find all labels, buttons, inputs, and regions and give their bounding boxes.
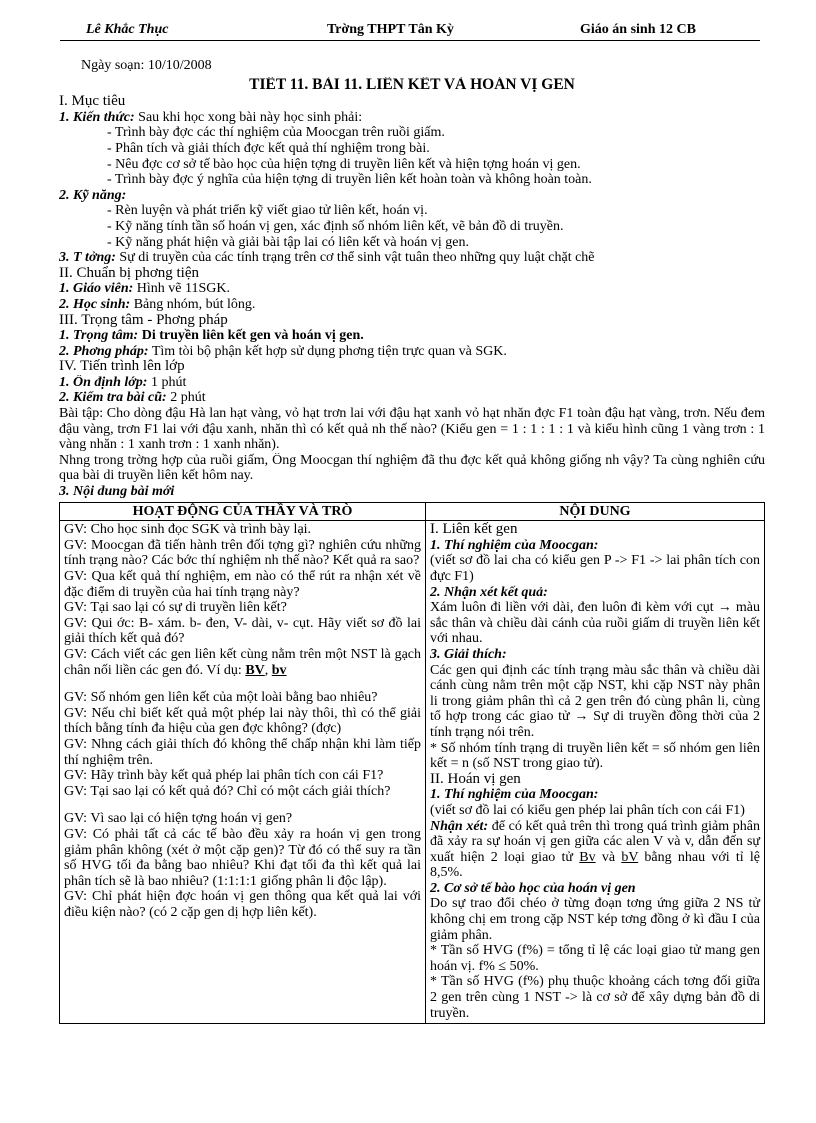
content-text: (viết sơ đồ lai cha có kiểu gen P -> F1 -> lai phân tích con đực F1) xyxy=(430,553,760,584)
arrow-symbol: → xyxy=(574,709,589,725)
teacher-activity: GV: Qua kết quả thí nghiệm, em nào có thể rút ra nhận xét về đặc điểm di truyền của hai tính trạng này? xyxy=(64,569,421,600)
content-fragment: Xám luôn đi liền với dài, đen luôn đi kèm với cụt xyxy=(430,600,718,616)
focus-label: 1. Trọng tâm: xyxy=(59,328,139,344)
content-fragment: và xyxy=(595,849,622,865)
column-header-activities: HOẠT ĐỘNG CỦA THẦY VÀ TRÒ xyxy=(60,502,426,521)
teacher-activity: GV: Moocgan đã tiến hành trên đối tợng gì? nghiên cứu những tính trạng nào? Các bớc thí nghiệm nh thế nào? Kết quả ra sao? xyxy=(64,537,421,569)
teacher-activity: GV: Vì sao lại có hiện tợng hoán vị gen? xyxy=(64,811,293,827)
content-text: * Số nhóm tính trạng di truyền liên kết = số nhóm gen liên kết = n (số NST trong giao tử). xyxy=(430,740,760,772)
content-fragment: Các gen qui định các tính trạng màu sắc thân và chiều dài cánh cùng nằm trên một cặp NST, khi cặp NST này phân li trong giảm phân thì cả 2 gen trên đó cùng phân li, cùng tổ hợp trong các giao tử xyxy=(430,662,760,725)
skill-item: - Rèn luyện và phát triển kỹ viết giao tử liên kết, hoán vị. xyxy=(107,203,428,219)
gamete-notation: bV xyxy=(621,849,639,865)
review-label: 2. Kiểm tra bài cũ: xyxy=(59,390,167,406)
content-cell xyxy=(426,521,765,1024)
knowledge-text: Sau khi học xong bài này học sinh phải: xyxy=(134,109,363,125)
content-fragment: để có kết quả trên thì trong quá trình giảm phân đã xảy ra sự hoán vị gen giữa các alen V và v, dẫn đến sự xuất hiện 2 loại giao tử xyxy=(430,818,760,865)
header-subject: Giáo án sinh 12 CB xyxy=(580,22,696,37)
section-focus-heading: III. Trọng tâm - Phơng pháp xyxy=(59,312,228,328)
content-text: (viết sơ đồ lai có kiểu gen phép lai phân tích con cái F1) xyxy=(430,802,745,818)
teacher-activity: GV: Nhng cách giải thích đó không thể chấp nhận khi làm tiếp thí nghiệm trên. xyxy=(64,736,421,768)
skill-item: - Kỹ năng tính tần số hoán vị gen, xác định số nhóm liên kết, vẽ bản đồ di truyền. xyxy=(107,218,564,234)
review-line xyxy=(59,390,765,406)
attitude-text: Sự di truyền của các tính trạng trên cơ thể sinh vật tuân theo những quy luật chặt chẽ xyxy=(115,250,595,266)
content-text: Do sự trao đổi chéo ở từng đoạn tơng ứng giữa 2 NS tử không chị em trong cặp NST kép tơng đồng ở kì đầu I của giảm phân. xyxy=(430,896,760,943)
student-prep-label: 2. Học sinh: xyxy=(59,296,131,312)
skill-item: - Kỹ năng phát hiện và giải bài tập lai có liên kết và hoán vị gen. xyxy=(107,234,469,250)
knowledge-item: - Nêu đợc cơ sở tế bào học của hiện tợng di truyền liên kết và hiện tợng hoán vị gen. xyxy=(107,156,581,172)
content-subheading: Nhận xét: xyxy=(430,818,489,834)
gamete-notation: Bv xyxy=(579,849,596,865)
teacher-activity: GV: Hãy trình bày kết quả phép lai phân tích con cái F1? xyxy=(64,768,384,784)
column-header-content: NỘI DUNG xyxy=(426,502,765,521)
arrow-symbol: → xyxy=(717,600,732,616)
knowledge-label: 1. Kiến thức: xyxy=(59,109,135,125)
teacher-activity: GV: Số nhóm gen liên kết của một loài bằng bao nhiêu? xyxy=(64,690,378,706)
skills-label: 2. Kỹ năng: xyxy=(59,187,127,203)
teacher-activity: GV: Có phải tất cả các tế bào đều xảy ra hoán vị gen trong giảm phân không (xét ở một cặp gen)? Từ đó có thể suy ra tần số HVG tối đa bằng bao nhiêu? Khi đạt tối đa thì kết quả lai phân tích sẽ là bao nhiêu? (1:1:1:1 giống phân li độc lập). xyxy=(64,826,421,889)
teacher-activity: GV: Cho học sinh đọc SGK và trình bày lại. xyxy=(64,522,312,538)
student-prep-text: Bảng nhóm, bút lông. xyxy=(130,296,256,312)
page-header xyxy=(0,22,816,40)
activities-cell xyxy=(60,521,426,1024)
activity-text: GV: Cách viết các gen liên kết cùng nằm trên một NST là gạch chân nối liền các gen đó. Ví dụ: xyxy=(64,646,421,678)
linked-gene-notation: bv xyxy=(271,662,287,678)
new-lesson-label: 3. Nội dung bài mới xyxy=(59,484,175,500)
class-order-line xyxy=(59,375,765,391)
content-subheading: 3. Giải thích: xyxy=(430,646,507,662)
teacher-activity: GV: Tại sao lại có sự di truyền liên kết? xyxy=(64,600,287,616)
content-fragment: màu sắc thân và chiều dài cánh của ruồi giấm di truyền liên kết với nhau. xyxy=(430,600,760,647)
section-preparation-heading: II. Chuẩn bị phơng tiện xyxy=(59,265,199,281)
lesson-title: TIẾT 11. BÀI 11. LIÊN KẾT VÀ HOÁN VỊ GEN xyxy=(249,76,575,93)
document-body xyxy=(59,58,765,1024)
table-header-row xyxy=(60,502,765,521)
table-row xyxy=(60,521,765,1024)
knowledge-item: - Trình bày đợc các thí nghiệm của Moocgan trên ruồi giấm. xyxy=(107,125,445,141)
teacher-activity: GV: Nếu chỉ biết kết quả một phép lai này thôi, thì có thể giải thích bằng tính đa hiệu của gen đợc không? (đợc) xyxy=(64,705,421,737)
content-heading: I. Liên kết gen xyxy=(430,521,518,538)
content-text xyxy=(430,819,760,881)
content-text xyxy=(430,600,760,647)
teacher-activity xyxy=(64,647,421,678)
teacher-prep-text: Hình vẽ 11SGK. xyxy=(133,281,230,297)
review-text: 2 phút xyxy=(166,390,206,406)
content-text: * Tần số HVG (f%) phụ thuộc khoảng cách tơng đối giữa 2 gen trên cùng 1 NST -> là cơ sở để xây dựng bản đồ di truyền. xyxy=(430,974,760,1021)
content-subheading: 1. Thí nghiệm của Moocgan: xyxy=(430,537,599,553)
content-fragment: Sự di truyền đồng thời của 2 tính trạng nói trên. xyxy=(430,709,760,740)
teacher-prep-label: 1. Giáo viên: xyxy=(59,281,134,297)
header-rule xyxy=(60,40,760,41)
teacher-prep-line xyxy=(59,281,765,297)
intro-paragraph: Nhng trong trờng hợp của ruồi giấm, Ông Moocgan thí nghiệm đã thu đợc kết quả không giống nh vậy? Ta cùng nghiên cứu qua bài di truyền liên kết hôm nay. xyxy=(59,452,765,484)
content-heading: II. Hoán vị gen xyxy=(430,770,521,787)
knowledge-line xyxy=(59,110,765,126)
content-subheading: 2. Cơ sở tế bào học của hoán vị gen xyxy=(430,880,636,896)
attitude-line xyxy=(59,250,765,266)
section-objectives-heading: I. Mục tiêu xyxy=(59,94,126,110)
class-order-label: 1. Ổn định lớp: xyxy=(59,374,148,390)
knowledge-item: - Trình bày đợc ý nghĩa của hiện tợng di truyền liên kết hoàn toàn và không hoàn toàn. xyxy=(107,172,592,188)
class-order-text: 1 phút xyxy=(147,374,187,390)
focus-text: Di truyền liên kết gen và hoán vị gen. xyxy=(138,328,364,344)
content-text: * Tần số HVG (f%) = tổng tỉ lệ các loại giao tử mang gen hoán vị. f% ≤ 50%. xyxy=(430,943,760,974)
content-subheading: 1. Thí nghiệm của Moocgan: xyxy=(430,787,599,803)
method-line xyxy=(59,344,765,360)
header-school: Trờng THPT Tân Kỳ xyxy=(327,22,454,37)
content-subheading: 2. Nhận xét kết quả: xyxy=(430,584,548,600)
date-line: Ngày soạn: 10/10/2008 xyxy=(81,58,212,73)
student-prep-line xyxy=(59,297,765,313)
attitude-label: 3. T tởng: xyxy=(59,250,116,266)
teacher-activity: GV: Tại sao lại có kết quả đó? Chỉ có một cách giải thích? xyxy=(64,783,391,799)
lesson-table xyxy=(59,502,765,1025)
linked-gene-notation: BV xyxy=(245,662,265,678)
section-procedure-heading: IV. Tiến trình lên lớp xyxy=(59,359,185,375)
method-text: Tìm tòi bộ phận kết hợp sử dụng phơng tiện trực quan và SGK. xyxy=(148,343,507,359)
teacher-activity: GV: Qui ớc: B- xám. b- đen, V- dài, v- cụt. Hãy viết sơ đồ lai giải thích kết quả đó? xyxy=(64,615,421,647)
focus-line xyxy=(59,328,765,344)
content-text xyxy=(430,663,760,741)
separator-text: , xyxy=(264,662,272,678)
teacher-activity: GV: Chỉ phát hiện đợc hoán vị gen thông qua kết quả lai với điều kiện nào? (có 2 cặp gen dị hợp liên kết). xyxy=(64,889,421,920)
method-label: 2. Phơng pháp: xyxy=(59,343,149,359)
content-fragment: bằng nhau với tỉ lệ 8,5%. xyxy=(430,849,761,881)
knowledge-item: - Phân tích và giải thích đợc kết quả thí nghiệm trong bài. xyxy=(107,140,430,156)
exercise-paragraph: Bài tập: Cho dòng đậu Hà lan hạt vàng, vỏ hạt trơn lai với đậu hạt xanh vỏ hạt nhăn đợc F1 toàn đậu hạt vàng, trơn. Nếu đem đậu vàng, trơn F1 lai với đậu xanh, nhăn thì có kết quả nh thế nào? (Kiểu gen = 1 : 1 : 1 : 1 và kiểu hình cũng 1 vàng trơn : 1 vàng nhăn : 1 xanh trơn : 1 xanh nhăn). xyxy=(59,406,765,453)
header-author: Lê Khắc Thục xyxy=(86,22,169,37)
